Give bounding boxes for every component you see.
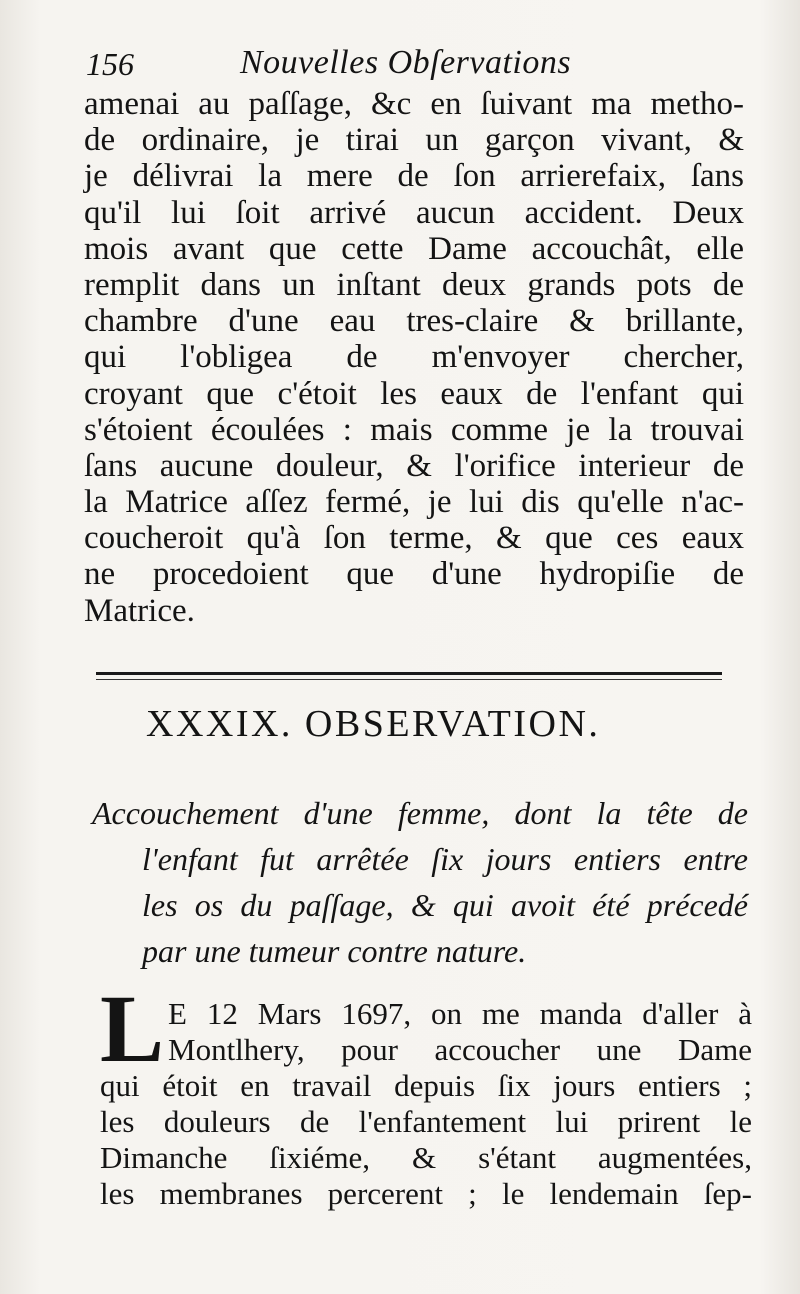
text-line: Dimanche ſixiéme, & s'étant augmentées, xyxy=(100,1140,752,1175)
paragraph-continued xyxy=(84,86,744,629)
drop-cap: L xyxy=(100,975,165,1082)
text-line: amenai au paſſage, &c en ſuivant ma metho- xyxy=(84,86,744,122)
paragraph-observation xyxy=(100,975,752,1212)
summary-line: l'enfant fut arrêtée ſix jours entiers entre xyxy=(142,841,748,877)
page-header xyxy=(80,38,720,88)
page-number: 156 xyxy=(86,46,134,82)
summary-line: les os du paſſage, & qui avoit été précedé xyxy=(142,887,748,923)
section-divider-thin xyxy=(96,679,722,680)
text-line: Montlhery, pour accoucher une Dame xyxy=(168,1032,752,1067)
text-line: les membranes percerent ; le lendemain ſep- xyxy=(100,1176,752,1211)
text-line: chambre d'une eau tres-claire & brillante, xyxy=(84,303,744,340)
text-line: les douleurs de l'enfantement lui prirent le xyxy=(100,1104,752,1139)
text-line: je délivrai la mere de ſon arrierefaix, ſans xyxy=(84,158,744,195)
text-line: qui étoit en travail depuis ſix jours entiers ; xyxy=(100,1068,752,1103)
text-line: ſans aucune douleur, & l'orifice interieur de xyxy=(84,447,744,484)
running-title: Nouvelles Obſervations xyxy=(240,44,572,81)
text-line: Matrice. xyxy=(84,592,195,629)
text-line: coucheroit qu'à ſon terme, & que ces eaux xyxy=(84,520,744,557)
text-line: mois avant que cette Dame accouchât, elle xyxy=(84,230,744,267)
text-line: de ordinaire, je tirai un garçon vivant, & xyxy=(84,122,744,159)
section-divider xyxy=(96,672,722,675)
summary-line: Accouchement d'une femme, dont la tête de xyxy=(92,795,748,831)
text-line: ne procedoient que d'une hydropiſie de xyxy=(84,556,744,593)
text-line: qui l'obligea de m'envoyer chercher, xyxy=(84,339,744,376)
text-line: croyant que c'étoit les eaux de l'enfant qui xyxy=(84,375,744,412)
observation-heading: XXXIX. OBSERVATION. xyxy=(146,703,601,745)
observation-summary xyxy=(92,790,748,974)
text-line: E 12 Mars 1697, on me manda d'aller à xyxy=(168,996,752,1031)
text-line: s'étoient écoulées : mais comme je la trouvai xyxy=(84,411,744,448)
summary-line: par une tumeur contre nature. xyxy=(142,933,527,969)
text-line: remplit dans un inſtant deux grands pots de xyxy=(84,266,744,303)
text-line: qu'il lui ſoit arrivé aucun accident. Deux xyxy=(84,194,744,231)
text-line: la Matrice aſſez fermé, je lui dis qu'elle n'ac- xyxy=(84,484,744,521)
